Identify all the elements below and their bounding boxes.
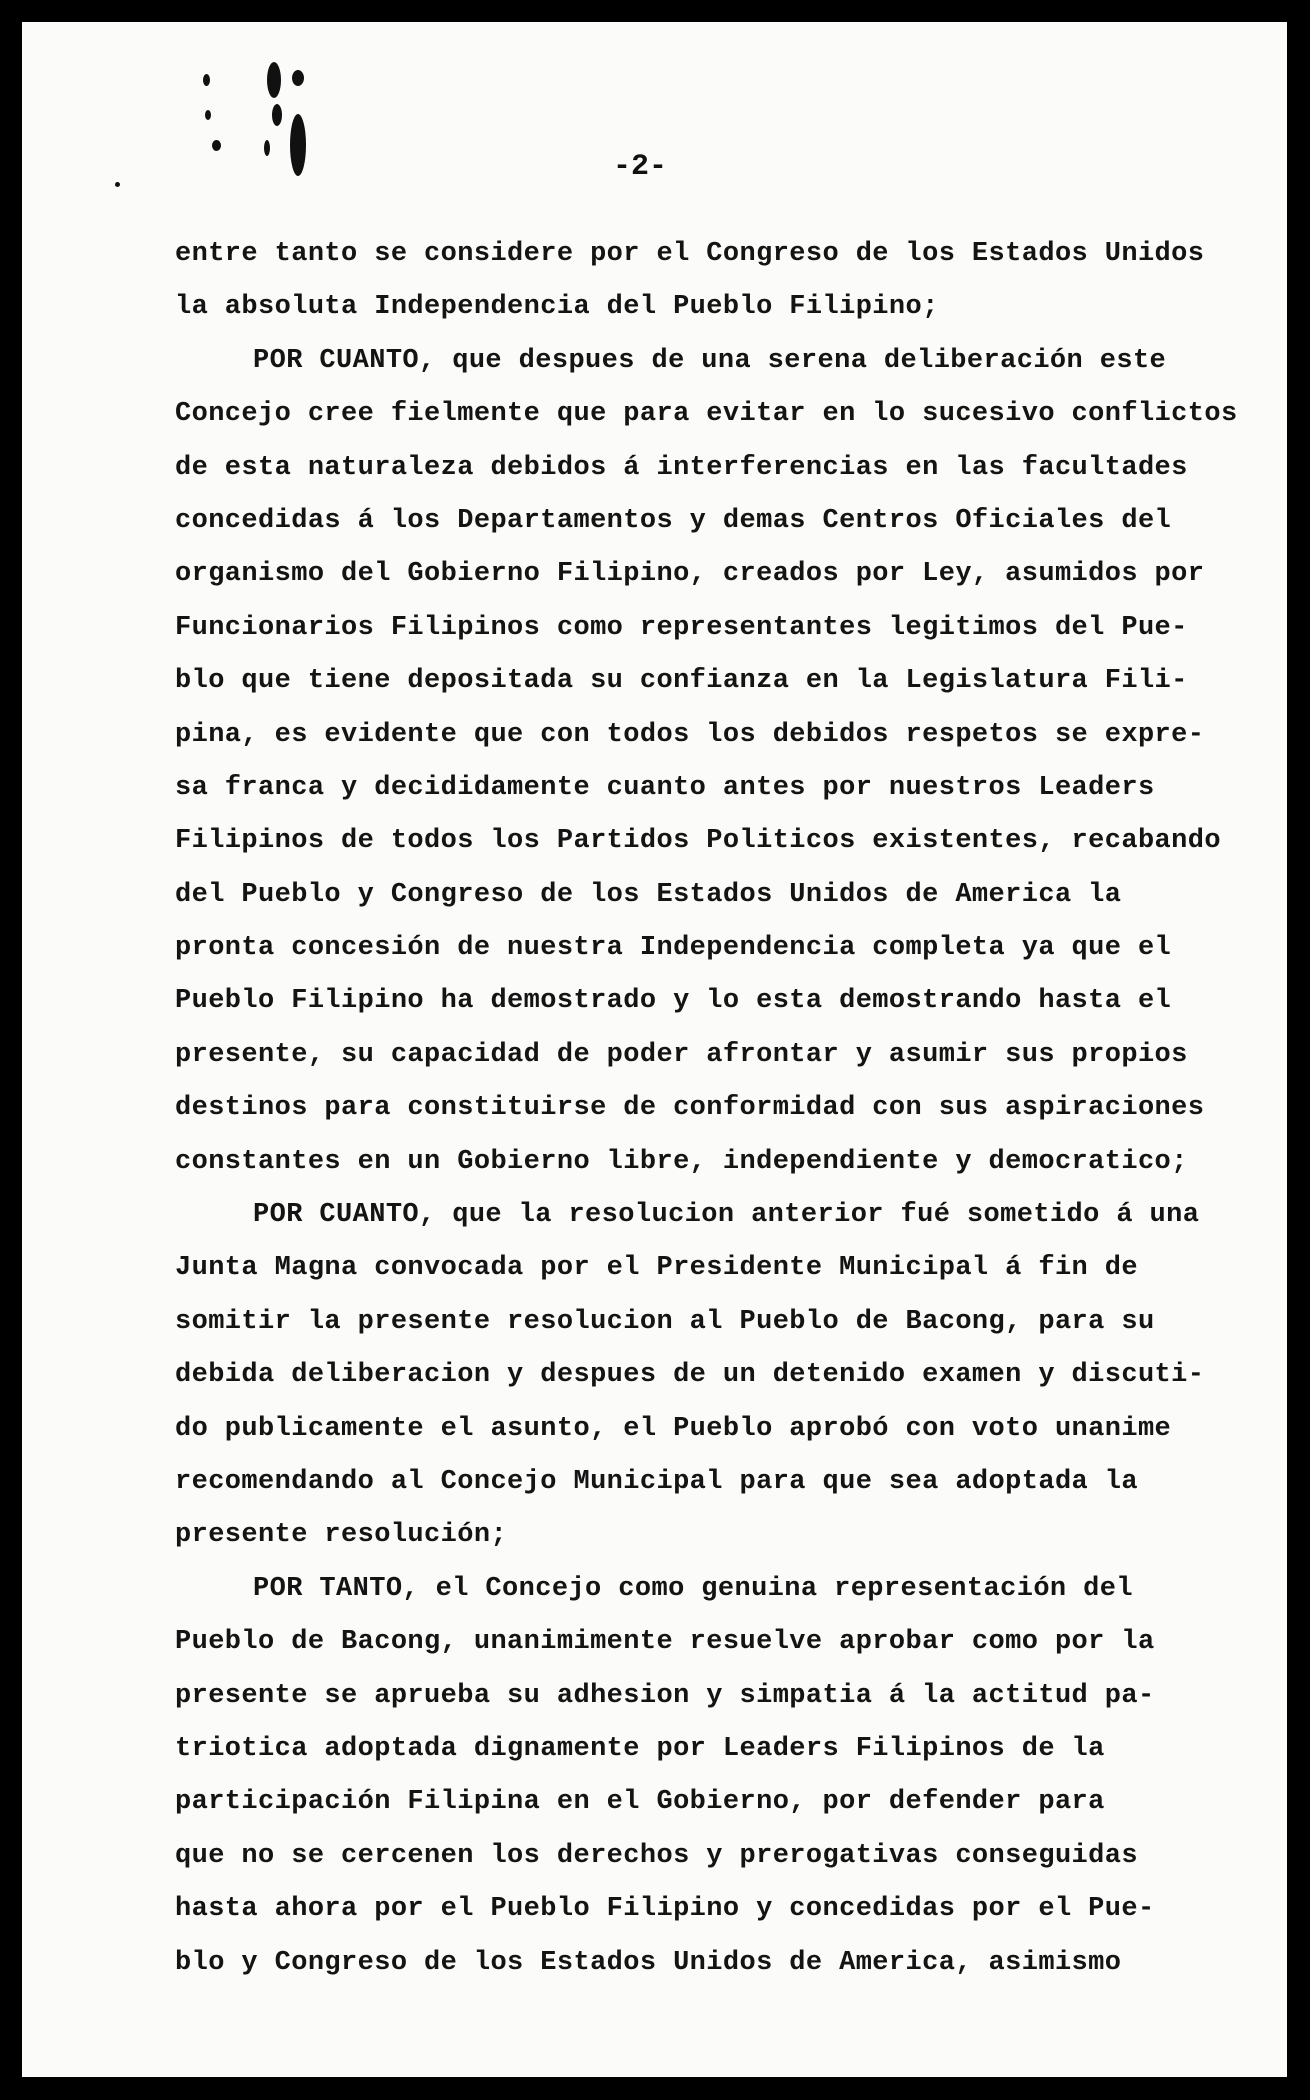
text-line: debida deliberacion y despues de un detenido examen y discuti- xyxy=(175,1360,1205,1391)
ink-blot xyxy=(203,74,210,86)
document-body xyxy=(175,228,1238,1990)
ink-blot xyxy=(267,62,281,98)
text-line: constantes en un Gobierno libre, independiente y democratico; xyxy=(175,1146,1188,1177)
ink-blot xyxy=(115,182,120,187)
text-line: somitir la presente resolucion al Pueblo de Bacong, para su xyxy=(175,1306,1155,1337)
ink-blot xyxy=(272,104,282,126)
text-line: del Pueblo y Congreso de los Estados Unidos de America la xyxy=(175,879,1122,910)
text-line: de esta naturaleza debidos á interferencias en las facultades xyxy=(175,452,1188,483)
text-line: triotica adoptada dignamente por Leaders Filipinos de la xyxy=(175,1733,1105,1764)
ink-blot xyxy=(292,70,304,86)
text-line: pina, es evidente que con todos los debidos respetos se expre- xyxy=(175,719,1205,750)
text-line: blo y Congreso de los Estados Unidos de America, asimismo xyxy=(175,1947,1122,1978)
text-line: presente resolución; xyxy=(175,1520,508,1551)
text-line: blo que tiene depositada su confianza en la Legislatura Fili- xyxy=(175,666,1188,697)
text-line: Funcionarios Filipinos como representantes legitimos del Pue- xyxy=(175,612,1188,643)
ink-blot xyxy=(290,114,306,176)
text-line: recomendando al Concejo Municipal para que sea adoptada la xyxy=(175,1466,1138,1497)
text-line: organismo del Gobierno Filipino, creados por Ley, asumidos por xyxy=(175,559,1205,590)
text-line: hasta ahora por el Pueblo Filipino y concedidas por el Pue- xyxy=(175,1894,1155,1925)
text-line: Pueblo de Bacong, unanimimente resuelve aprobar como por la xyxy=(175,1627,1155,1658)
text-line: do publicamente el asunto, el Pueblo aprobó con voto unanime xyxy=(175,1413,1172,1444)
text-line: concedidas á los Departamentos y demas Centros Oficiales del xyxy=(175,505,1172,536)
text-line: Junta Magna convocada por el Presidente Municipal á fin de xyxy=(175,1253,1138,1284)
text-line: que no se cercenen los derechos y prerogativas conseguidas xyxy=(175,1840,1138,1871)
text-line: destinos para constituirse de conformidad con sus aspiraciones xyxy=(175,1093,1205,1124)
text-line: Concejo cree fielmente que para evitar en lo sucesivo conflictos xyxy=(175,399,1238,430)
text-line: Filipinos de todos los Partidos Politicos existentes, recabando xyxy=(175,826,1221,857)
text-line: sa franca y decididamente cuanto antes por nuestros Leaders xyxy=(175,772,1155,803)
ink-blot xyxy=(212,140,221,151)
text-line: presente, su capacidad de poder afrontar y asumir sus propios xyxy=(175,1039,1188,1070)
text-line: Pueblo Filipino ha demostrado y lo esta demostrando hasta el xyxy=(175,986,1172,1017)
text-line: pronta concesión de nuestra Independencia completa ya que el xyxy=(175,933,1172,964)
text-line: participación Filipina en el Gobierno, por defender para xyxy=(175,1787,1105,1818)
text-line: presente se aprueba su adhesion y simpatia á la actitud pa- xyxy=(175,1680,1155,1711)
ink-blot xyxy=(205,110,211,120)
ink-blot xyxy=(264,140,270,156)
text-line: POR CUANTO, que despues de una serena deliberación este xyxy=(253,345,1167,376)
text-line: POR CUANTO, que la resolucion anterior fué sometido á una xyxy=(253,1200,1200,1231)
text-line: POR TANTO, el Concejo como genuina representación del xyxy=(253,1573,1133,1604)
text-line: entre tanto se considere por el Congreso de los Estados Unidos xyxy=(175,239,1205,269)
text-line: la absoluta Independencia del Pueblo Filipino; xyxy=(175,292,939,323)
page-number: -2- xyxy=(612,150,667,184)
